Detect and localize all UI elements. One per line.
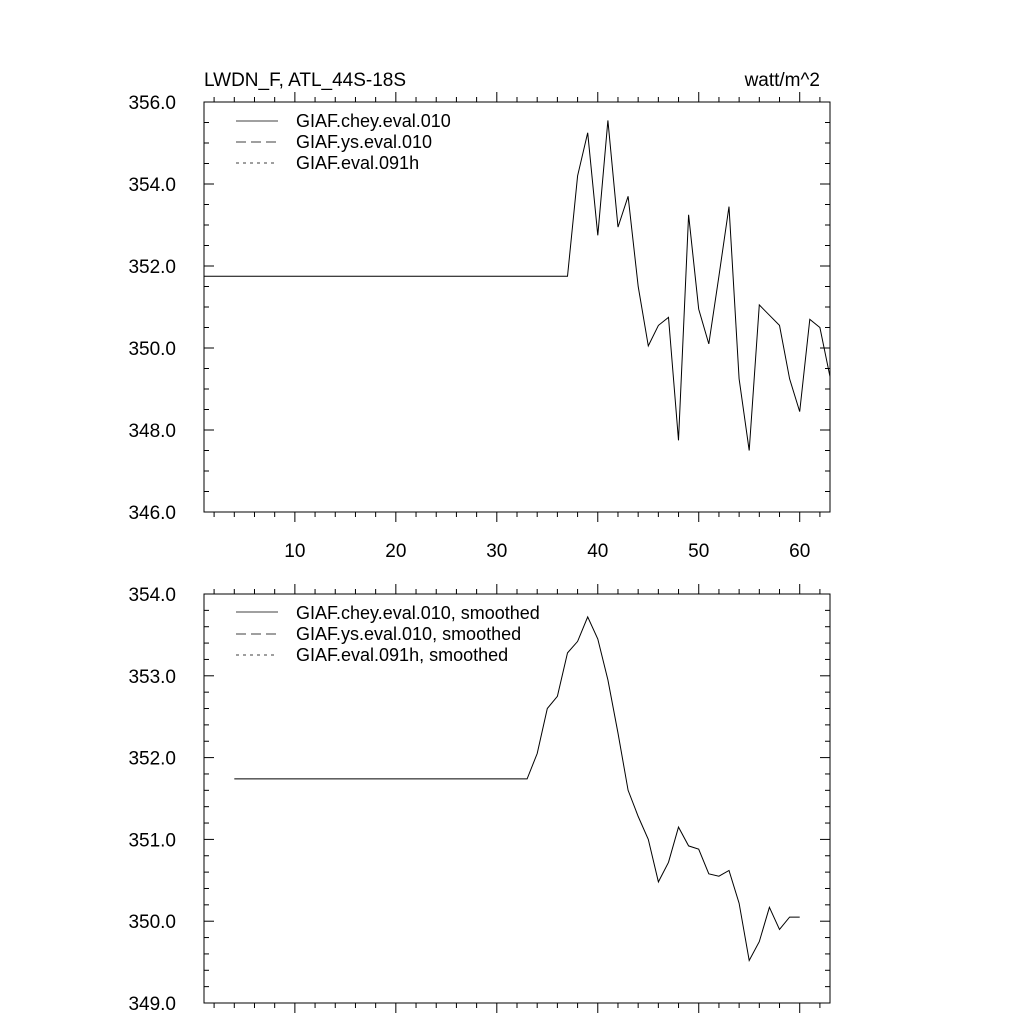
top-legend-label-2: GIAF.ys.eval.010 (296, 132, 433, 152)
bottom-y-tick-label: 351.0 (128, 830, 176, 852)
top-y-tick-label: 356.0 (128, 93, 176, 114)
top-legend-label-3: GIAF.eval.091h (296, 153, 420, 173)
top-y-tick-label: 352.0 (128, 257, 176, 278)
bottom-y-tick-label: 354.0 (128, 585, 176, 606)
bottom-y-tick-label: 353.0 (128, 666, 176, 688)
top-x-tick-label: 60 (789, 541, 811, 562)
bottom-y-tick-labels (128, 585, 176, 1015)
bottom-legend-label-2: GIAF.ys.eval.010, smoothed (296, 624, 522, 644)
bottom-series-line-1 (234, 617, 799, 961)
bottom-legend-label-1: GIAF.chey.eval.010, smoothed (296, 603, 540, 623)
top-chart-title: LWDN_F, ATL_44S-18S (204, 70, 407, 91)
top-chart-units: watt/m^2 (744, 70, 820, 91)
top-x-tick-label: 20 (385, 541, 407, 562)
top-legend (236, 111, 451, 173)
top-y-tick-label: 354.0 (128, 175, 176, 196)
bottom-legend-label-3: GIAF.eval.091h, smoothed (296, 645, 509, 665)
top-x-tick-label: 10 (284, 541, 306, 562)
bottom-y-tick-label: 352.0 (128, 748, 176, 770)
top-x-tick-label: 30 (486, 541, 508, 562)
bottom-legend (236, 603, 540, 665)
top-x-tick-label: 50 (688, 541, 710, 562)
bottom-panel (128, 584, 830, 1015)
top-legend-label-1: GIAF.chey.eval.010 (296, 111, 451, 131)
top-y-tick-labels (128, 93, 176, 524)
top-y-tick-label: 350.0 (128, 339, 176, 360)
bottom-y-tick-label: 350.0 (128, 912, 176, 934)
top-x-tick-labels (284, 541, 810, 562)
bottom-y-tick-label: 349.0 (128, 994, 176, 1015)
top-x-tick-label: 40 (587, 541, 609, 562)
top-y-tick-label: 346.0 (128, 503, 176, 524)
top-y-tick-label: 348.0 (128, 421, 176, 442)
bottom-series-lines (234, 617, 799, 961)
top-panel (128, 70, 830, 562)
